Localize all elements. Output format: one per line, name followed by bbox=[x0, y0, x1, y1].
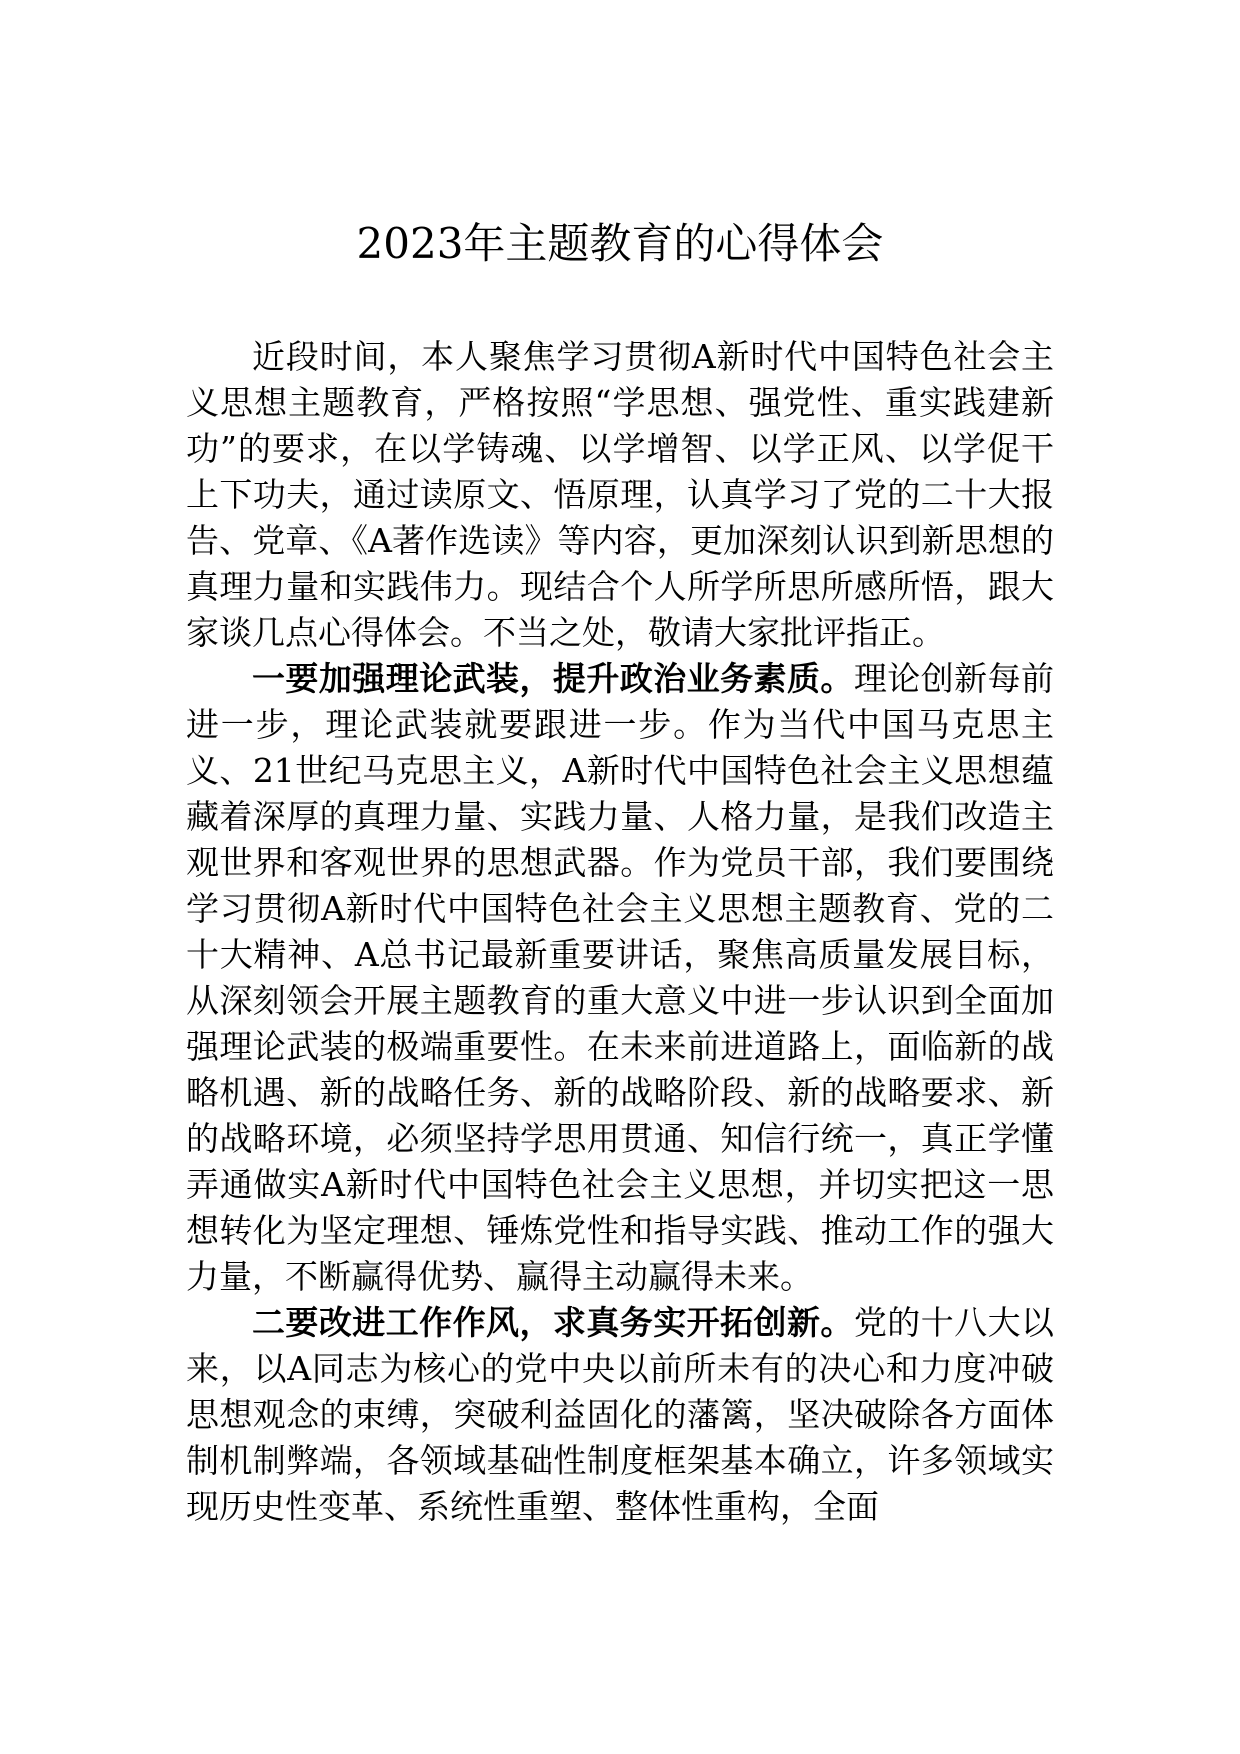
paragraph-theory-armament bbox=[186, 656, 1054, 1300]
paragraph-text: 理论创新每前进一步，理论武装就要跟进一步。作为当代中国马克思主义、21世纪马克思主义，A新时代中国特色社会主义思想蕴藏着深厚的真理力量、实践力量、人格力量，是我们改造主观世界和客观世界的思想武器。作为党员干部，我们要围绕学习贯彻A新时代中国特色社会主义思想主题教育、党的二十大精神、A总书记最新重要讲话，聚焦高质量发展目标，从深刻领会开展主题教育的重大意义中进一步认识到全面加强理论武装的极端重要性。在未来前进道路上，面临新的战略机遇、新的战略任务、新的战略阶段、新的战略要求、新的战略环境，必须坚持学思用贯通、知信行统一，真正学懂弄通做实A新时代中国特色社会主义思想，并切实把这一思想转化为坚定理想、锤炼党性和指导实践、推动工作的强大力量，不断赢得优势、赢得主动赢得未来。 bbox=[186, 659, 1055, 1296]
paragraph-intro bbox=[186, 334, 1054, 656]
paragraph-lead-heading: 一要加强理论武装，提升政治业务素质。 bbox=[252, 659, 854, 698]
document-body bbox=[186, 334, 1054, 1530]
paragraph-text: 近段时间，本人聚焦学习贯彻A新时代中国特色社会主义思想主题教育，严格按照“学思想、强党性、重实践建新功”的要求，在以学铸魂、以学增智、以学正风、以学促干上下功夫，通过读原文、悟原理，认真学习了党的二十大报告、党章、《A著作选读》等内容，更加深刻认识到新思想的真理力量和实践伟力。现结合个人所学所思所感所悟，跟大家谈几点心得体会。不当之处，敬请大家批评指正。 bbox=[186, 337, 1054, 652]
paragraph-work-style bbox=[186, 1300, 1054, 1530]
paragraph-lead-heading: 二要改进工作作风，求真务实开拓创新。 bbox=[252, 1303, 854, 1342]
document-title: 2023年主题教育的心得体会 bbox=[356, 219, 884, 268]
paragraph-text: 党的十八大以来，以A同志为核心的党中央以前所未有的决心和力度冲破思想观念的束缚，突破利益固化的藩篱，坚决破除各方面体制机制弊端，各领域基础性制度框架基本确立，许多领域实现历史性变革、系统性重塑、整体性重构，全面 bbox=[186, 1303, 1055, 1526]
